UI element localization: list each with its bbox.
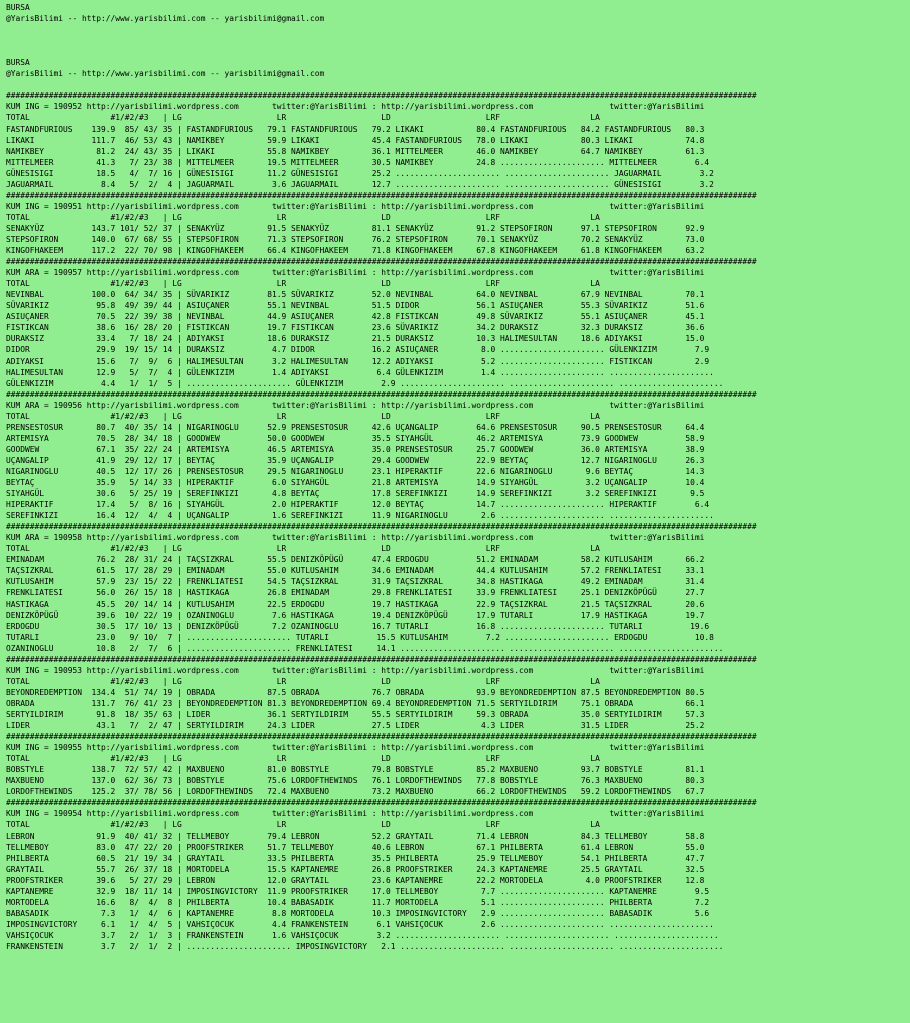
text-line: FASTANDFURIOUS 139.9 85/ 43/ 35 | FASTANDFURIOUS 79.1 FASTANDFURIOUS 79.2 LIKAKI 80.4 FASTANDFURIOUS 84.2 FASTANDFURIOUS 80.3 (6, 124, 705, 134)
text-line: PRENSESTOSUR 80.7 40/ 35/ 14 | NIGARINOGLU 52.9 PRENSESTOSUR 42.6 UÇANGALIP 64.6 PRENSESTOSUR 90.5 PRENSESTOSUR 64.4 (6, 422, 705, 432)
text-line: SERTYILDIRIM 91.8 18/ 35/ 63 | LIDER 36.1 SERTYILDIRIM 55.5 SERTYILDIRIM 59.3 OBRADA 35.0 SERTYILDIRIM 57.3 (6, 710, 705, 719)
text-line: ARTEMISYA 70.5 28/ 34/ 18 | GOODWEW 50.0 GOODWEW 35.5 SIYAHGÜL 46.2 ARTEMISYA 73.9 GOODWEW 58.9 (6, 433, 705, 443)
text-line: SEREFINKIZI 16.4 12/ 4/ 4 | UÇANGALIP 1.6 SEREFINKIZI 11.9 NIGARINOGLU 2.6 ...................... ...................... (6, 511, 714, 521)
text-line: JAGUARMAIL 8.4 5/ 2/ 4 | JAGUARMAIL 3.6 JAGUARMAIL 12.7 ...................... ...................... GÜNESISIGI 3.2 (6, 179, 714, 189)
text-line: SIYAHGÜL 30.6 5/ 25/ 19 | SEREFINKIZI 4.8 BEYTAÇ 17.8 SEREFINKIZI 14.9 SEREFINKIZI 3.2 SEREFINKIZI 9.5 (6, 489, 705, 499)
text-line: HIPERAKTIF 17.4 5/ 8/ 16 | SIYAHGÜL 2.0 HIPERAKTIF 12.0 BEYTAÇ 14.7 ...................... HIPERAKTIF 6.4 (6, 500, 710, 510)
text-line: TOTAL #1/#2/#3 | LG LR LD LRF LA (6, 676, 600, 686)
text-line (6, 24, 910, 35)
text-line: KUM ARA = 190958 http://yarisbilimi.wordpress.com twitter:@YarisBilimi : http://yarisbilimi.wordpress.com twitter:@YarisBilimi (6, 533, 705, 543)
text-line: KUTLUSAHIM 57.9 23/ 15/ 22 | FRENKLIATESI 54.5 TAÇSIZKRAL 31.9 TAÇSIZKRAL 34.8 HASTIKAGA 49.2 EMINADAM 31.4 (6, 577, 705, 587)
text-line: ############################################################################################################################################################## (6, 654, 757, 664)
text-line: VAHSIÇOCUK 3.7 2/ 1/ 3 | FRANKENSTEIN 1.6 VAHSIÇOCUK 3.2 ...................... ...................... ...................... (6, 930, 719, 940)
text-line: FRENKLIATESI 56.0 26/ 15/ 18 | HASTIKAGA 26.8 EMINADAM 29.8 FRENKLIATESI 33.9 FRENKLIATESI 25.1 DENIZKÖPÜGÜ 27.7 (6, 588, 705, 598)
text-line: TOTAL #1/#2/#3 | LG LR LD LRF LA (6, 279, 600, 289)
text-line: ############################################################################################################################################################## (6, 389, 757, 399)
text-line: OZANINOGLU 10.8 2/ 7/ 6 | ...................... FRENKLIATESI 14.1 ...................... ...................... ...................... (6, 643, 724, 653)
text-line: GOODWEW 67.1 35/ 22/ 24 | ARTEMISYA 46.5 ARTEMISYA 35.0 PRENSESTOSUR 25.7 GOODWEW 36.0 ARTEMISYA 38.9 (6, 444, 705, 454)
text-line: UÇANGALIP 41.9 29/ 12/ 17 | BEYTAÇ 35.9 UÇANGALIP 29.4 GOODWEW 22.9 BEYTAÇ 12.7 NIGARINOGLU 26.3 (6, 455, 705, 465)
text-line: TUTARLI 23.0 9/ 10/ 7 | ...................... TUTARLI 15.5 KUTLUSAHIM 7.2 ...................... ERDOGDU 10.8 (6, 632, 714, 642)
text-line: HASTIKAGA 45.5 20/ 14/ 14 | KUTLUSAHIM 22.5 ERDOGDU 19.7 HASTIKAGA 22.9 TAÇSIZKRAL 21.5 TAÇSIZKRAL 20.6 (6, 599, 705, 609)
text-line: LIKAKI 111.7 46/ 53/ 43 | NAMIKBEY 59.9 LIKAKI 45.4 FASTANDFURIOUS 78.0 LIKAKI 80.3 LIKAKI 74.8 (6, 135, 705, 145)
text-line: ADIYAKSI 15.6 7/ 9/ 6 | HALIMESULTAN 3.2 HALIMESULTAN 12.2 ADIYAKSI 5.2 ...................... FISTIKCAN 2.9 (6, 356, 710, 366)
text-line: TELLMEBOY 83.0 47/ 22/ 20 | PROOFSTRIKER 51.7 TELLMEBOY 40.6 LEBRON 67.1 PHILBERTA 61.4 LEBRON 55.0 (6, 842, 705, 852)
text-line: DURAKSIZ 33.4 7/ 18/ 24 | ADIYAKSI 18.6 DURAKSIZ 21.5 DURAKSIZ 10.3 HALIMESULTAN 18.6 ADIYAKSI 15.0 (6, 334, 705, 344)
text-line: ############################################################################################################################################################## (6, 798, 757, 808)
text-line: KUM ARA = 190957 http://yarisbilimi.wordpress.com twitter:@YarisBilimi : http://yarisbilimi.wordpress.com twitter:@YarisBilimi (6, 268, 705, 278)
text-line: NEVINBAL 100.0 64/ 34/ 35 | SÜVARIKIZ 81.5 SÜVARIKIZ 52.0 NEVINBAL 64.0 NEVINBAL 67.9 NEVINBAL 70.1 (6, 290, 705, 300)
text-line: SÜVARIKIZ 95.8 49/ 39/ 44 | ASIUÇANER 55.1 NEVINBAL 51.5 DIDOR 56.1 ASIUÇANER 55.3 SÜVARIKIZ 51.6 (6, 301, 705, 311)
text-line: KUM ING = 190954 http://yarisbilimi.wordpress.com twitter:@YarisBilimi : http://yarisbilimi.wordpress.com twitter:@YarisBilimi (6, 809, 705, 819)
text-line (6, 79, 910, 90)
text-line (6, 35, 910, 46)
text-line: BURSA (6, 58, 30, 68)
text-line: DIDOR 29.9 19/ 15/ 14 | DURAKSIZ 4.7 DIDOR 16.2 ASIUÇANER 8.0 ...................... GÜLENKIZIM 7.9 (6, 345, 710, 355)
text-line: GÜNESISIGI 18.5 4/ 7/ 16 | GÜNESISIGI 11.2 GÜNESISIGI 25.2 ...................... ...................... JAGUARMAIL 3.2 (6, 168, 714, 178)
text-line: KUM ING = 190952 http://yarisbilimi.wordpress.com twitter:@YarisBilimi : http://yarisbilimi.wordpress.com twitter:@YarisBilimi (6, 102, 705, 112)
text-line: BEYONDREDEMPTION 134.4 51/ 74/ 19 | OBRADA 87.5 OBRADA 76.7 OBRADA 93.9 BEYONDREDEMPTION 87.5 BEYONDREDEMPTION 80.5 (6, 687, 705, 697)
text-line: KUM ING = 190951 http://yarisbilimi.wordpress.com twitter:@YarisBilimi : http://yarisbilimi.wordpress.com twitter:@YarisBilimi (6, 201, 705, 211)
text-line: NAMIKBEY 81.2 24/ 43/ 35 | LIKAKI 55.8 NAMIKBEY 36.1 MITTELMEER 46.0 NAMIKBEY 64.7 NAMIKBEY 61.3 (6, 146, 705, 156)
text-line: PROOFSTRIKER 39.6 5/ 27/ 29 | LEBRON 12.0 GRAYTAIL 23.6 KAPTANEMRE 22.2 MORTODELA 4.0 PROOFSTRIKER 12.8 (6, 875, 705, 885)
text-line: TAÇSIZKRAL 61.5 17/ 28/ 29 | EMINADAM 55.0 KUTLUSAHIM 34.6 EMINADAM 44.4 KUTLUSAHIM 57.2 FRENKLIATESI 33.1 (6, 566, 705, 576)
text-line: FISTIKCAN 38.6 16/ 28/ 20 | FISTIKCAN 19.7 FISTIKCAN 23.6 SÜVARIKIZ 34.2 DURAKSIZ 32.3 DURAKSIZ 36.6 (6, 323, 705, 333)
text-line: KUM ARA = 190956 http://yarisbilimi.wordpress.com twitter:@YarisBilimi : http://yarisbilimi.wordpress.com twitter:@YarisBilimi (6, 400, 705, 410)
text-line: IMPOSINGVICTORY 6.1 1/ 4/ 5 | VAHSIÇOCUK 4.4 FRANKENSTEIN 6.1 VAHSIÇOCUK 2.6 ...................... ...................... (6, 919, 714, 929)
text-line: EMINADAM 76.2 28/ 31/ 24 | TAÇSIZKRAL 55.5 DENIZKÖPÜGÜ 47.4 ERDOGDU 51.2 EMINADAM 58.2 KUTLUSAHIM 66.2 (6, 555, 705, 565)
text-line: GÜLENKIZIM 4.4 1/ 1/ 5 | ...................... GÜLENKIZIM 2.9 ...................... ...................... ...................... (6, 378, 724, 388)
text-line: PHILBERTA 60.5 21/ 19/ 34 | GRAYTAIL 33.5 PHILBERTA 35.5 PHILBERTA 25.9 TELLMEBOY 54.1 PHILBERTA 47.7 (6, 853, 705, 863)
text-line: TOTAL #1/#2/#3 | LG LR LD LRF LA (6, 212, 600, 222)
text-line: ############################################################################################################################################################## (6, 522, 757, 532)
text-line: FRANKENSTEIN 3.7 2/ 1/ 2 | ...................... IMPOSINGVICTORY 2.1 ...................... ...................... ...................... (6, 941, 724, 951)
text-line: NIGARINOGLU 40.5 12/ 17/ 26 | PRENSESTOSUR 29.5 NIGARINOGLU 23.1 HIPERAKTIF 22.6 NIGARINOGLU 9.6 BEYTAÇ 14.3 (6, 466, 705, 476)
text-line: @YarisBilimi -- http://www.yarisbilimi.com -- yarisbilimi@gmail.com (6, 14, 325, 24)
text-line: HALIMESULTAN 12.9 5/ 7/ 4 | GÜLENKIZIM 1.4 ADIYAKSI 6.4 GÜLENKIZIM 1.4 ...................... ...................... (6, 367, 714, 377)
text-line: MORTODELA 16.6 8/ 4/ 8 | PHILBERTA 10.4 BABASADIK 11.7 MORTODELA 5.1 ...................... PHILBERTA 7.2 (6, 897, 710, 907)
text-line: TOTAL #1/#2/#3 | LG LR LD LRF LA (6, 411, 600, 421)
text-line: MITTELMEER 41.3 7/ 23/ 38 | MITTELMEER 19.5 MITTELMEER 30.5 NAMIKBEY 24.8 ...................... MITTELMEER 6.4 (6, 157, 710, 167)
text-line: BABASADIK 7.3 1/ 4/ 6 | KAPTANEMRE 8.8 MORTODELA 10.3 IMPOSINGVICTORY 2.9 ...................... BABASADIK 5.6 (6, 908, 710, 918)
text-line: ############################################################################################################################################################## (6, 257, 757, 267)
text-line: KAPTANEMRE 32.9 18/ 11/ 14 | IMPOSINGVICTORY 11.9 PROOFSTRIKER 17.0 TELLMEBOY 7.7 ...................... KAPTANEMRE 9.5 (6, 886, 710, 896)
text-line: KUM ING = 190953 http://yarisbilimi.wordpress.com twitter:@YarisBilimi : http://yarisbilimi.wordpress.com twitter:@YarisBilimi (6, 665, 705, 675)
text-line: BEYTAÇ 35.9 5/ 14/ 33 | HIPERAKTIF 6.0 SIYAHGÜL 21.8 ARTEMISYA 14.9 SIYAHGÜL 3.2 UÇANGALIP 10.4 (6, 478, 705, 488)
text-line: TOTAL #1/#2/#3 | LG LR LD LRF LA (6, 754, 600, 764)
text-line: ############################################################################################################################################################## (6, 91, 757, 101)
text-line: LORDOFTHEWINDS 125.2 37/ 78/ 56 | LORDOFTHEWINDS 72.4 MAXBUENO 73.2 MAXBUENO 66.2 LORDOFTHEWINDS 59.2 LORDOFTHEWINDS 67.7 (6, 787, 705, 797)
text-line: DENIZKÖPÜGÜ 39.6 10/ 22/ 19 | OZANINOGLU 7.6 HASTIKAGA 19.4 DENIZKÖPÜGÜ 17.9 TUTARLI 17.9 HASTIKAGA 19.7 (6, 610, 705, 620)
text-line: TOTAL #1/#2/#3 | LG LR LD LRF LA (6, 113, 600, 123)
text-line: LEBRON 91.9 40/ 41/ 32 | TELLMEBOY 79.4 LEBRON 52.2 GRAYTAIL 71.4 LEBRON 84.3 TELLMEBOY 58.8 (6, 831, 705, 841)
text-line: STEPSOFIRON 140.0 67/ 68/ 55 | STEPSOFIRON 71.3 STEPSOFIRON 76.2 STEPSOFIRON 70.1 SENAKYÜZ 70.2 SENAKYÜZ 73.0 (6, 234, 705, 244)
text-line: ############################################################################################################################################################## (6, 732, 757, 742)
text-line: TOTAL #1/#2/#3 | LG LR LD LRF LA (6, 820, 600, 830)
text-line: KUM ING = 190955 http://yarisbilimi.wordpress.com twitter:@YarisBilimi : http://yarisbilimi.wordpress.com twitter:@YarisBilimi (6, 743, 705, 753)
text-line: MAXBUENO 137.0 62/ 36/ 73 | BOBSTYLE 75.6 LORDOFTHEWINDS 76.1 LORDOFTHEWINDS 77.8 BOBSTYLE 76.3 MAXBUENO 80.3 (6, 776, 705, 786)
text-line: ############################################################################################################################################################## (6, 190, 757, 200)
text-line: BURSA (6, 3, 30, 12)
text-line: TOTAL #1/#2/#3 | LG LR LD LRF LA (6, 544, 600, 554)
text-line: @YarisBilimi -- http://www.yarisbilimi.com -- yarisbilimi@gmail.com (6, 69, 325, 79)
text-line: ERDOGDU 30.5 17/ 10/ 13 | DENIZKÖPÜGÜ 7.2 OZANINOGLU 16.7 TUTARLI 16.8 ...................... TUTARLI 19.6 (6, 621, 710, 631)
text-line: OBRADA 131.7 76/ 41/ 23 | BEYONDREDEMPTION 81.3 BEYONDREDEMPTION 69.4 BEYONDREDEMPTION 71.5 SERTYILDIRIM 75.1 OBRADA 66.1 (6, 698, 705, 708)
text-line: LIDER 43.1 7/ 2/ 47 | SERTYILDIRIM 24.3 LIDER 27.5 LIDER 4.3 LIDER 31.5 LIDER 25.2 (6, 721, 705, 731)
text-line: SENAKYÜZ 143.7 101/ 52/ 37 | SENAKYÜZ 91.5 SENAKYÜZ 81.1 SENAKYÜZ 91.2 STEPSOFIRON 97.1 STEPSOFIRON 92.9 (6, 223, 705, 233)
text-line: KINGOFHAKEEM 117.2 22/ 70/ 98 | KINGOFHAKEEM 66.4 KINGOFHAKEEM 71.8 KINGOFHAKEEM 67.8 KINGOFHAKEEM 61.8 KINGOFHAKEEM 63.2 (6, 246, 705, 256)
text-line: GRAYTAIL 55.7 26/ 37/ 18 | MORTODELA 15.5 KAPTANEMRE 26.8 PROOFSTRIKER 24.3 KAPTANEMRE 25.5 GRAYTAIL 32.5 (6, 864, 705, 874)
text-line: ASIUÇANER 70.5 22/ 39/ 38 | NEVINBAL 44.9 ASIUÇANER 42.8 FISTIKCAN 49.8 SÜVARIKIZ 55.1 ASIUÇANER 45.1 (6, 312, 705, 322)
text-line: BOBSTYLE 138.7 72/ 57/ 42 | MAXBUENO 81.0 BOBSTYLE 79.8 BOBSTYLE 85.2 MAXBUENO 93.7 BOBSTYLE 81.1 (6, 765, 705, 775)
text-line (6, 46, 910, 57)
